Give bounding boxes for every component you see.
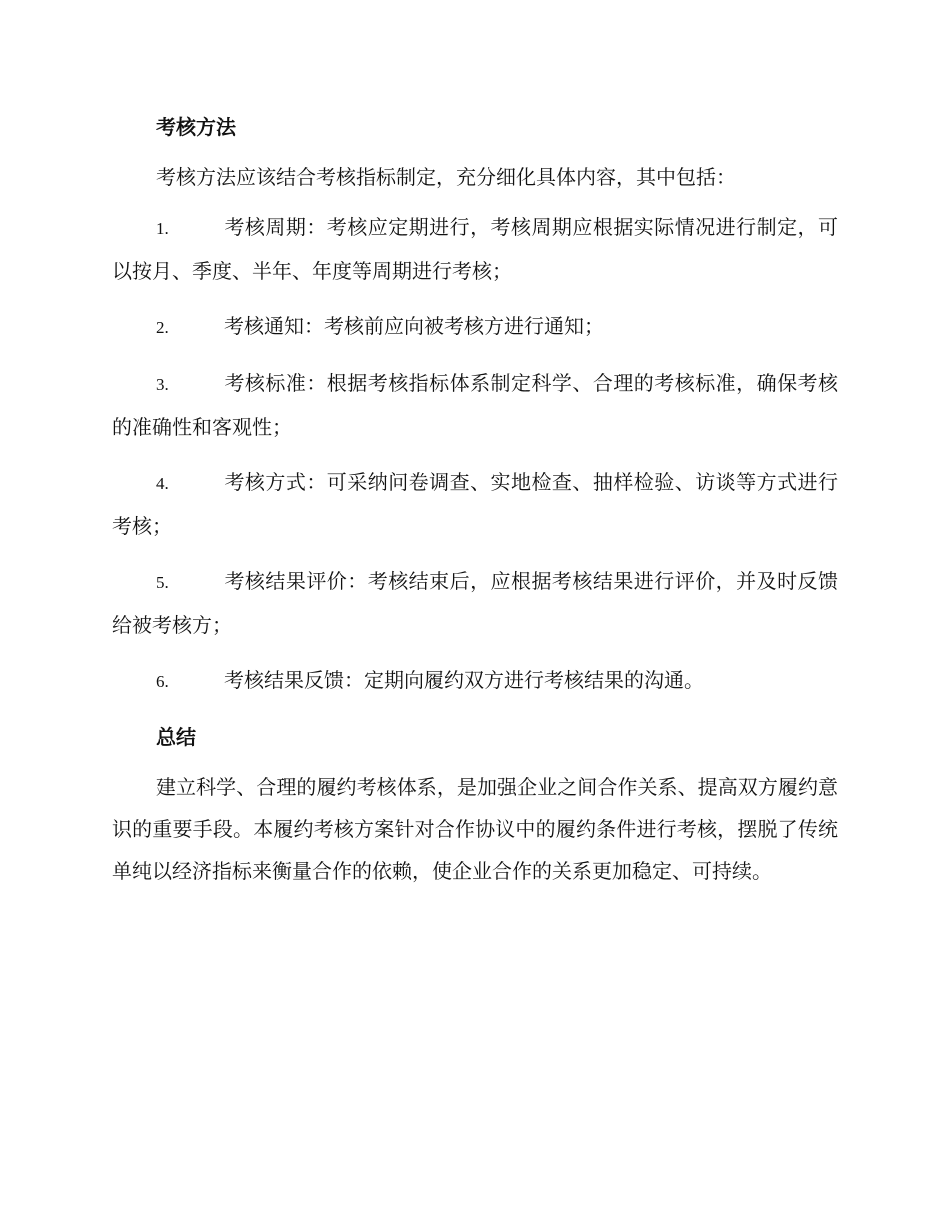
list-item bbox=[112, 560, 838, 646]
list-item-number: 2. bbox=[156, 318, 169, 337]
list-item-number: 3. bbox=[156, 375, 169, 394]
list-item bbox=[112, 305, 838, 349]
list-item bbox=[112, 206, 838, 292]
summary-paragraph: 建立科学、合理的履约考核体系，是加强企业之间合作关系、提高双方履约意识的重要手段。本履约考核方案针对合作协议中的履约条件进行考核，摆脱了传统单纯以经济指标来衡量合作的依赖，使企业合作的关系更加稳定、可持续。 bbox=[112, 775, 838, 883]
document-content bbox=[112, 106, 838, 900]
method-list bbox=[112, 206, 838, 703]
list-item-number: 5. bbox=[156, 573, 169, 592]
list-item-text: 考核结果评价：考核结束后，应根据考核结果进行评价，并及时反馈给被考核方； bbox=[112, 569, 838, 637]
list-item-text: 考核周期：考核应定期进行，考核周期应根据实际情况进行制定，可以按月、季度、半年、年度等周期进行考核； bbox=[112, 215, 838, 283]
list-item-text: 考核结果反馈：定期向履约双方进行考核结果的沟通。 bbox=[224, 668, 704, 692]
list-item-number: 6. bbox=[156, 672, 169, 691]
list-item-number: 4. bbox=[156, 474, 169, 493]
list-item-number: 1. bbox=[156, 219, 169, 238]
list-item bbox=[112, 659, 838, 703]
list-item-text: 考核标准：根据考核指标体系制定科学、合理的考核标准，确保考核的准确性和客观性； bbox=[112, 371, 838, 439]
list-item-text: 考核通知：考核前应向被考核方进行通知； bbox=[224, 314, 604, 338]
section-heading-summary: 总结 bbox=[156, 725, 196, 749]
method-intro-paragraph: 考核方法应该结合考核指标制定，充分细化具体内容，其中包括： bbox=[156, 165, 736, 189]
list-item-text: 考核方式：可采纳问卷调查、实地检查、抽样检验、访谈等方式进行考核； bbox=[112, 470, 838, 538]
list-item bbox=[112, 362, 838, 448]
list-item bbox=[112, 461, 838, 547]
section-heading-method: 考核方法 bbox=[156, 115, 236, 139]
